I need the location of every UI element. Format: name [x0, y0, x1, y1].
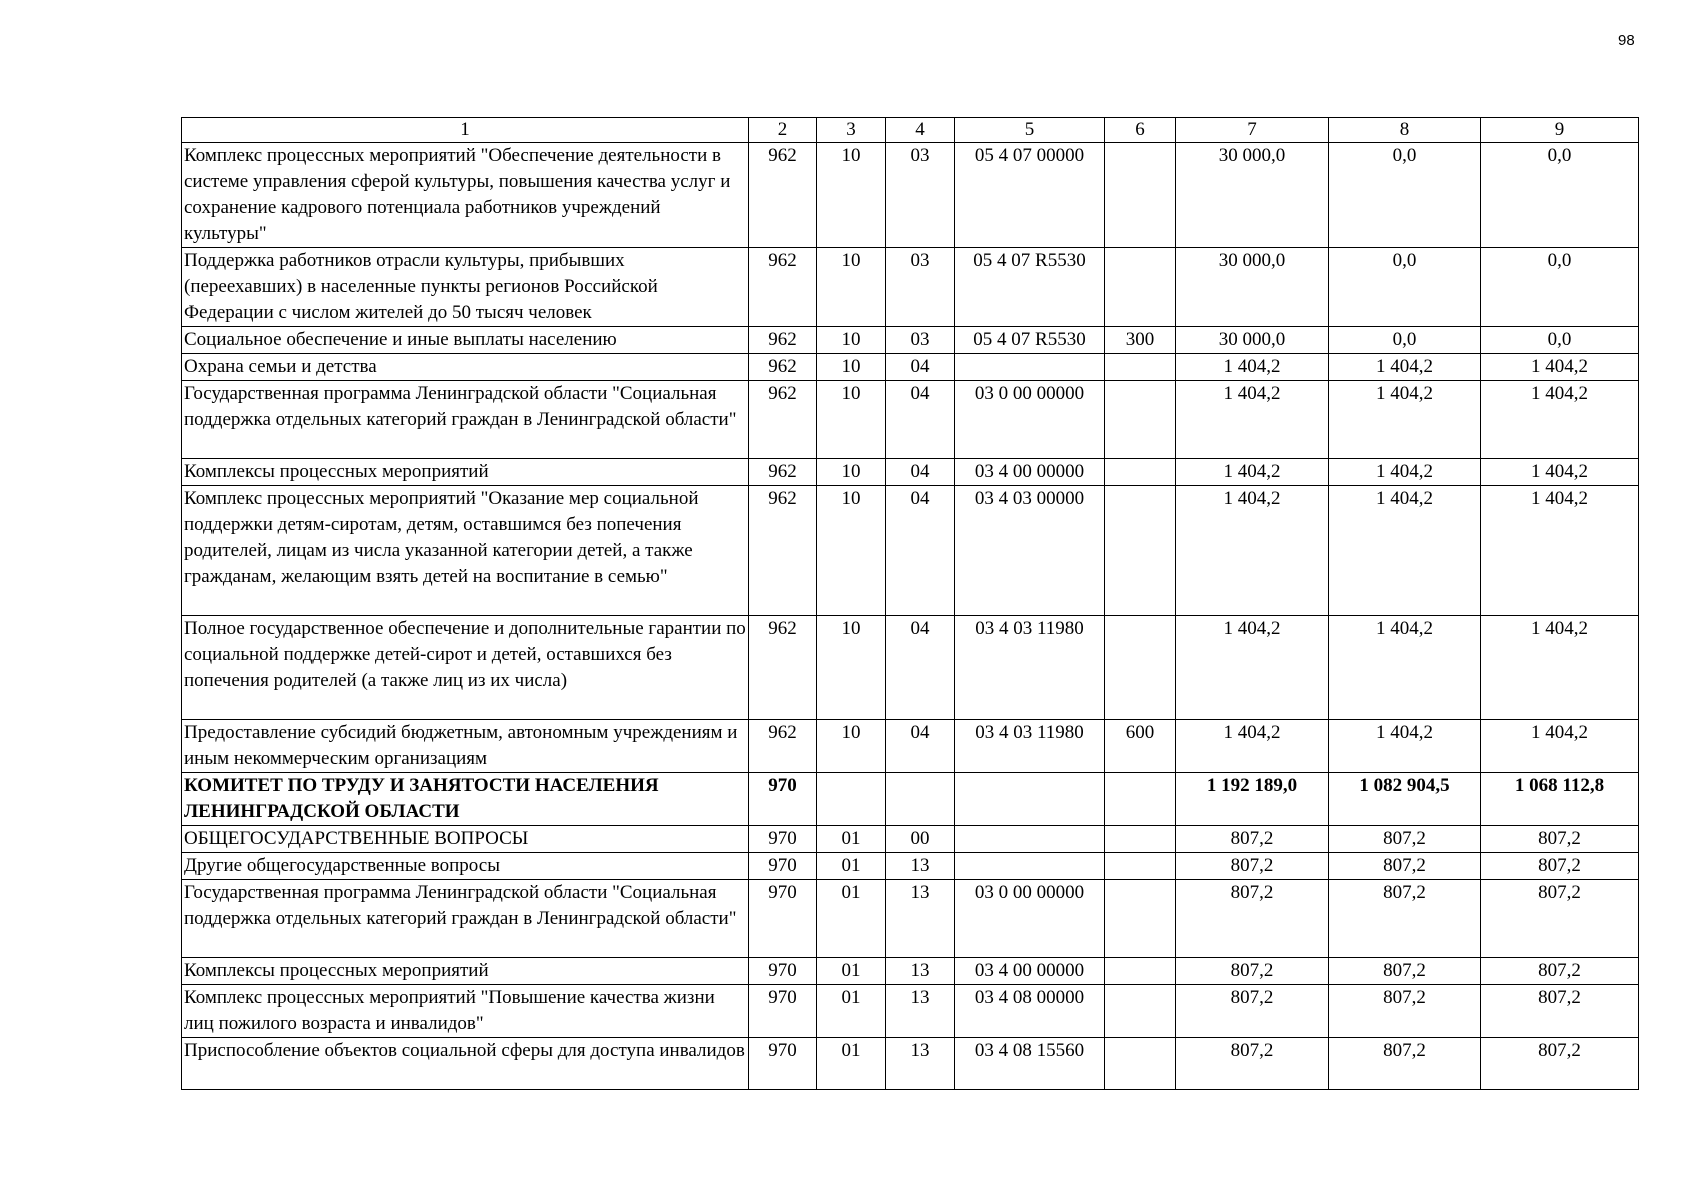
header-cell: 6 [1105, 118, 1176, 143]
header-cell: 7 [1176, 118, 1329, 143]
section-code: 01 [817, 853, 886, 880]
ministry-code: 962 [749, 486, 817, 616]
amount-col-9: 807,2 [1481, 880, 1639, 958]
amount-col-7: 807,2 [1176, 880, 1329, 958]
amount-col-9: 1 404,2 [1481, 381, 1639, 459]
ministry-code: 970 [749, 985, 817, 1038]
subsection-code: 03 [886, 327, 955, 354]
ministry-code: 962 [749, 354, 817, 381]
target-article-code: 03 0 00 00000 [955, 381, 1105, 459]
amount-col-7: 807,2 [1176, 1038, 1329, 1090]
amount-col-7: 807,2 [1176, 958, 1329, 985]
expense-type-code [1105, 880, 1176, 958]
subsection-code: 13 [886, 958, 955, 985]
amount-col-9: 0,0 [1481, 248, 1639, 327]
header-cell: 8 [1329, 118, 1481, 143]
row-name: КОМИТЕТ ПО ТРУДУ И ЗАНЯТОСТИ НАСЕЛЕНИЯ ЛЕНИНГРАДСКОЙ ОБЛАСТИ [182, 773, 749, 826]
target-article-code: 05 4 07 R5530 [955, 248, 1105, 327]
section-code: 01 [817, 958, 886, 985]
header-cell: 9 [1481, 118, 1639, 143]
header-cell: 4 [886, 118, 955, 143]
amount-col-8: 0,0 [1329, 143, 1481, 248]
amount-col-8: 807,2 [1329, 853, 1481, 880]
row-name: Комплекс процессных мероприятий "Повышение качества жизни лиц пожилого возраста и инвалидов" [182, 985, 749, 1038]
subsection-code: 13 [886, 985, 955, 1038]
row-name: Полное государственное обеспечение и дополнительные гарантии по социальной поддержке детей-сирот и детей, оставшихся без попечения родителей (а также лиц из их числа) [182, 616, 749, 720]
amount-col-7: 1 404,2 [1176, 720, 1329, 773]
section-code: 01 [817, 826, 886, 853]
ministry-code: 962 [749, 381, 817, 459]
section-code: 10 [817, 354, 886, 381]
table-row [182, 773, 1639, 826]
amount-col-8: 1 404,2 [1329, 720, 1481, 773]
subsection-code: 00 [886, 826, 955, 853]
subsection-code: 04 [886, 381, 955, 459]
amount-col-9: 1 404,2 [1481, 354, 1639, 381]
budget-table [181, 117, 1639, 1090]
expense-type-code [1105, 248, 1176, 327]
amount-col-7: 1 404,2 [1176, 486, 1329, 616]
ministry-code: 962 [749, 616, 817, 720]
header-row [182, 118, 1639, 143]
row-name: Комплекс процессных мероприятий "Обеспечение деятельности в системе управления сферой культуры, повышения качества услуг и сохранение кадрового потенциала работников учреждений культуры" [182, 143, 749, 248]
amount-col-7: 30 000,0 [1176, 327, 1329, 354]
row-name: Комплексы процессных мероприятий [182, 459, 749, 486]
expense-type-code [1105, 486, 1176, 616]
header-cell: 5 [955, 118, 1105, 143]
expense-type-code [1105, 773, 1176, 826]
expense-type-code [1105, 958, 1176, 985]
row-name: Комплекс процессных мероприятий "Оказание мер социальной поддержки детям-сиротам, детям, оставшимся без попечения родителей, лицам из числа указанной категории детей, а также гражданам, желающим взять детей на воспитание в семью" [182, 486, 749, 616]
amount-col-9: 1 404,2 [1481, 720, 1639, 773]
table-row [182, 248, 1639, 327]
amount-col-9: 807,2 [1481, 1038, 1639, 1090]
expense-type-code [1105, 826, 1176, 853]
table-row [182, 616, 1639, 720]
ministry-code: 970 [749, 853, 817, 880]
amount-col-9: 0,0 [1481, 143, 1639, 248]
amount-col-7: 30 000,0 [1176, 248, 1329, 327]
header-cell: 2 [749, 118, 817, 143]
amount-col-9: 1 404,2 [1481, 486, 1639, 616]
page-number: 98 [1618, 32, 1635, 49]
table-row [182, 459, 1639, 486]
amount-col-9: 1 404,2 [1481, 616, 1639, 720]
target-article-code: 03 4 03 11980 [955, 616, 1105, 720]
amount-col-8: 1 404,2 [1329, 381, 1481, 459]
section-code: 01 [817, 1038, 886, 1090]
table-row [182, 327, 1639, 354]
ministry-code: 962 [749, 720, 817, 773]
section-code: 10 [817, 143, 886, 248]
target-article-code: 05 4 07 R5530 [955, 327, 1105, 354]
subsection-code: 13 [886, 1038, 955, 1090]
amount-col-8: 807,2 [1329, 880, 1481, 958]
table-row [182, 985, 1639, 1038]
subsection-code: 13 [886, 880, 955, 958]
ministry-code: 970 [749, 826, 817, 853]
table-row [182, 880, 1639, 958]
amount-col-8: 1 082 904,5 [1329, 773, 1481, 826]
target-article-code: 03 0 00 00000 [955, 880, 1105, 958]
ministry-code: 970 [749, 773, 817, 826]
ministry-code: 962 [749, 248, 817, 327]
target-article-code [955, 773, 1105, 826]
row-name: Приспособление объектов социальной сферы для доступа инвалидов [182, 1038, 749, 1090]
ministry-code: 962 [749, 143, 817, 248]
target-article-code: 03 4 03 00000 [955, 486, 1105, 616]
table-row [182, 1038, 1639, 1090]
target-article-code: 03 4 00 00000 [955, 958, 1105, 985]
table-row [182, 720, 1639, 773]
section-code: 10 [817, 616, 886, 720]
amount-col-9: 0,0 [1481, 327, 1639, 354]
row-name: Другие общегосударственные вопросы [182, 853, 749, 880]
amount-col-8: 1 404,2 [1329, 486, 1481, 616]
table-row [182, 381, 1639, 459]
expense-type-code [1105, 459, 1176, 486]
target-article-code: 03 4 00 00000 [955, 459, 1105, 486]
section-code: 10 [817, 248, 886, 327]
subsection-code: 04 [886, 616, 955, 720]
amount-col-7: 1 404,2 [1176, 354, 1329, 381]
amount-col-8: 0,0 [1329, 327, 1481, 354]
amount-col-8: 807,2 [1329, 958, 1481, 985]
table-row [182, 853, 1639, 880]
amount-col-7: 1 404,2 [1176, 381, 1329, 459]
expense-type-code [1105, 143, 1176, 248]
amount-col-8: 1 404,2 [1329, 616, 1481, 720]
amount-col-7: 30 000,0 [1176, 143, 1329, 248]
row-name: Государственная программа Ленинградской области "Социальная поддержка отдельных категорий граждан в Ленинградской области" [182, 880, 749, 958]
section-code: 10 [817, 327, 886, 354]
target-article-code [955, 354, 1105, 381]
section-code: 01 [817, 880, 886, 958]
subsection-code: 04 [886, 486, 955, 616]
section-code: 10 [817, 459, 886, 486]
amount-col-8: 807,2 [1329, 826, 1481, 853]
subsection-code: 03 [886, 143, 955, 248]
amount-col-9: 1 068 112,8 [1481, 773, 1639, 826]
amount-col-7: 807,2 [1176, 853, 1329, 880]
amount-col-8: 807,2 [1329, 985, 1481, 1038]
row-name: Комплексы процессных мероприятий [182, 958, 749, 985]
table-row [182, 486, 1639, 616]
expense-type-code: 600 [1105, 720, 1176, 773]
section-code [817, 773, 886, 826]
section-code: 10 [817, 720, 886, 773]
amount-col-7: 807,2 [1176, 826, 1329, 853]
row-name: Поддержка работников отрасли культуры, прибывших (переехавших) в населенные пункты регионов Российской Федерации с числом жителей до 50 тысяч человек [182, 248, 749, 327]
subsection-code [886, 773, 955, 826]
subsection-code: 04 [886, 720, 955, 773]
target-article-code [955, 826, 1105, 853]
expense-type-code [1105, 354, 1176, 381]
row-name: Охрана семьи и детства [182, 354, 749, 381]
amount-col-9: 807,2 [1481, 958, 1639, 985]
target-article-code: 03 4 08 00000 [955, 985, 1105, 1038]
amount-col-9: 1 404,2 [1481, 459, 1639, 486]
ministry-code: 970 [749, 880, 817, 958]
header-cell: 1 [182, 118, 749, 143]
amount-col-9: 807,2 [1481, 853, 1639, 880]
expense-type-code [1105, 381, 1176, 459]
subsection-code: 04 [886, 354, 955, 381]
table-row [182, 958, 1639, 985]
section-code: 10 [817, 381, 886, 459]
ministry-code: 970 [749, 1038, 817, 1090]
target-article-code [955, 853, 1105, 880]
row-name: Предоставление субсидий бюджетным, автономным учреждениям и иным некоммерческим организациям [182, 720, 749, 773]
table-row [182, 143, 1639, 248]
amount-col-8: 0,0 [1329, 248, 1481, 327]
expense-type-code: 300 [1105, 327, 1176, 354]
section-code: 10 [817, 486, 886, 616]
ministry-code: 962 [749, 459, 817, 486]
subsection-code: 13 [886, 853, 955, 880]
expense-type-code [1105, 853, 1176, 880]
header-cell: 3 [817, 118, 886, 143]
row-name: Социальное обеспечение и иные выплаты населению [182, 327, 749, 354]
target-article-code: 03 4 03 11980 [955, 720, 1105, 773]
target-article-code: 03 4 08 15560 [955, 1038, 1105, 1090]
amount-col-9: 807,2 [1481, 985, 1639, 1038]
table-row [182, 354, 1639, 381]
expense-type-code [1105, 985, 1176, 1038]
amount-col-9: 807,2 [1481, 826, 1639, 853]
subsection-code: 04 [886, 459, 955, 486]
amount-col-7: 1 404,2 [1176, 616, 1329, 720]
row-name: Государственная программа Ленинградской области "Социальная поддержка отдельных категорий граждан в Ленинградской области" [182, 381, 749, 459]
amount-col-7: 1 404,2 [1176, 459, 1329, 486]
amount-col-8: 1 404,2 [1329, 354, 1481, 381]
ministry-code: 970 [749, 958, 817, 985]
amount-col-7: 807,2 [1176, 985, 1329, 1038]
row-name: ОБЩЕГОСУДАРСТВЕННЫЕ ВОПРОСЫ [182, 826, 749, 853]
table-row [182, 826, 1639, 853]
amount-col-8: 1 404,2 [1329, 459, 1481, 486]
section-code: 01 [817, 985, 886, 1038]
amount-col-7: 1 192 189,0 [1176, 773, 1329, 826]
ministry-code: 962 [749, 327, 817, 354]
amount-col-8: 807,2 [1329, 1038, 1481, 1090]
subsection-code: 03 [886, 248, 955, 327]
target-article-code: 05 4 07 00000 [955, 143, 1105, 248]
expense-type-code [1105, 616, 1176, 720]
expense-type-code [1105, 1038, 1176, 1090]
